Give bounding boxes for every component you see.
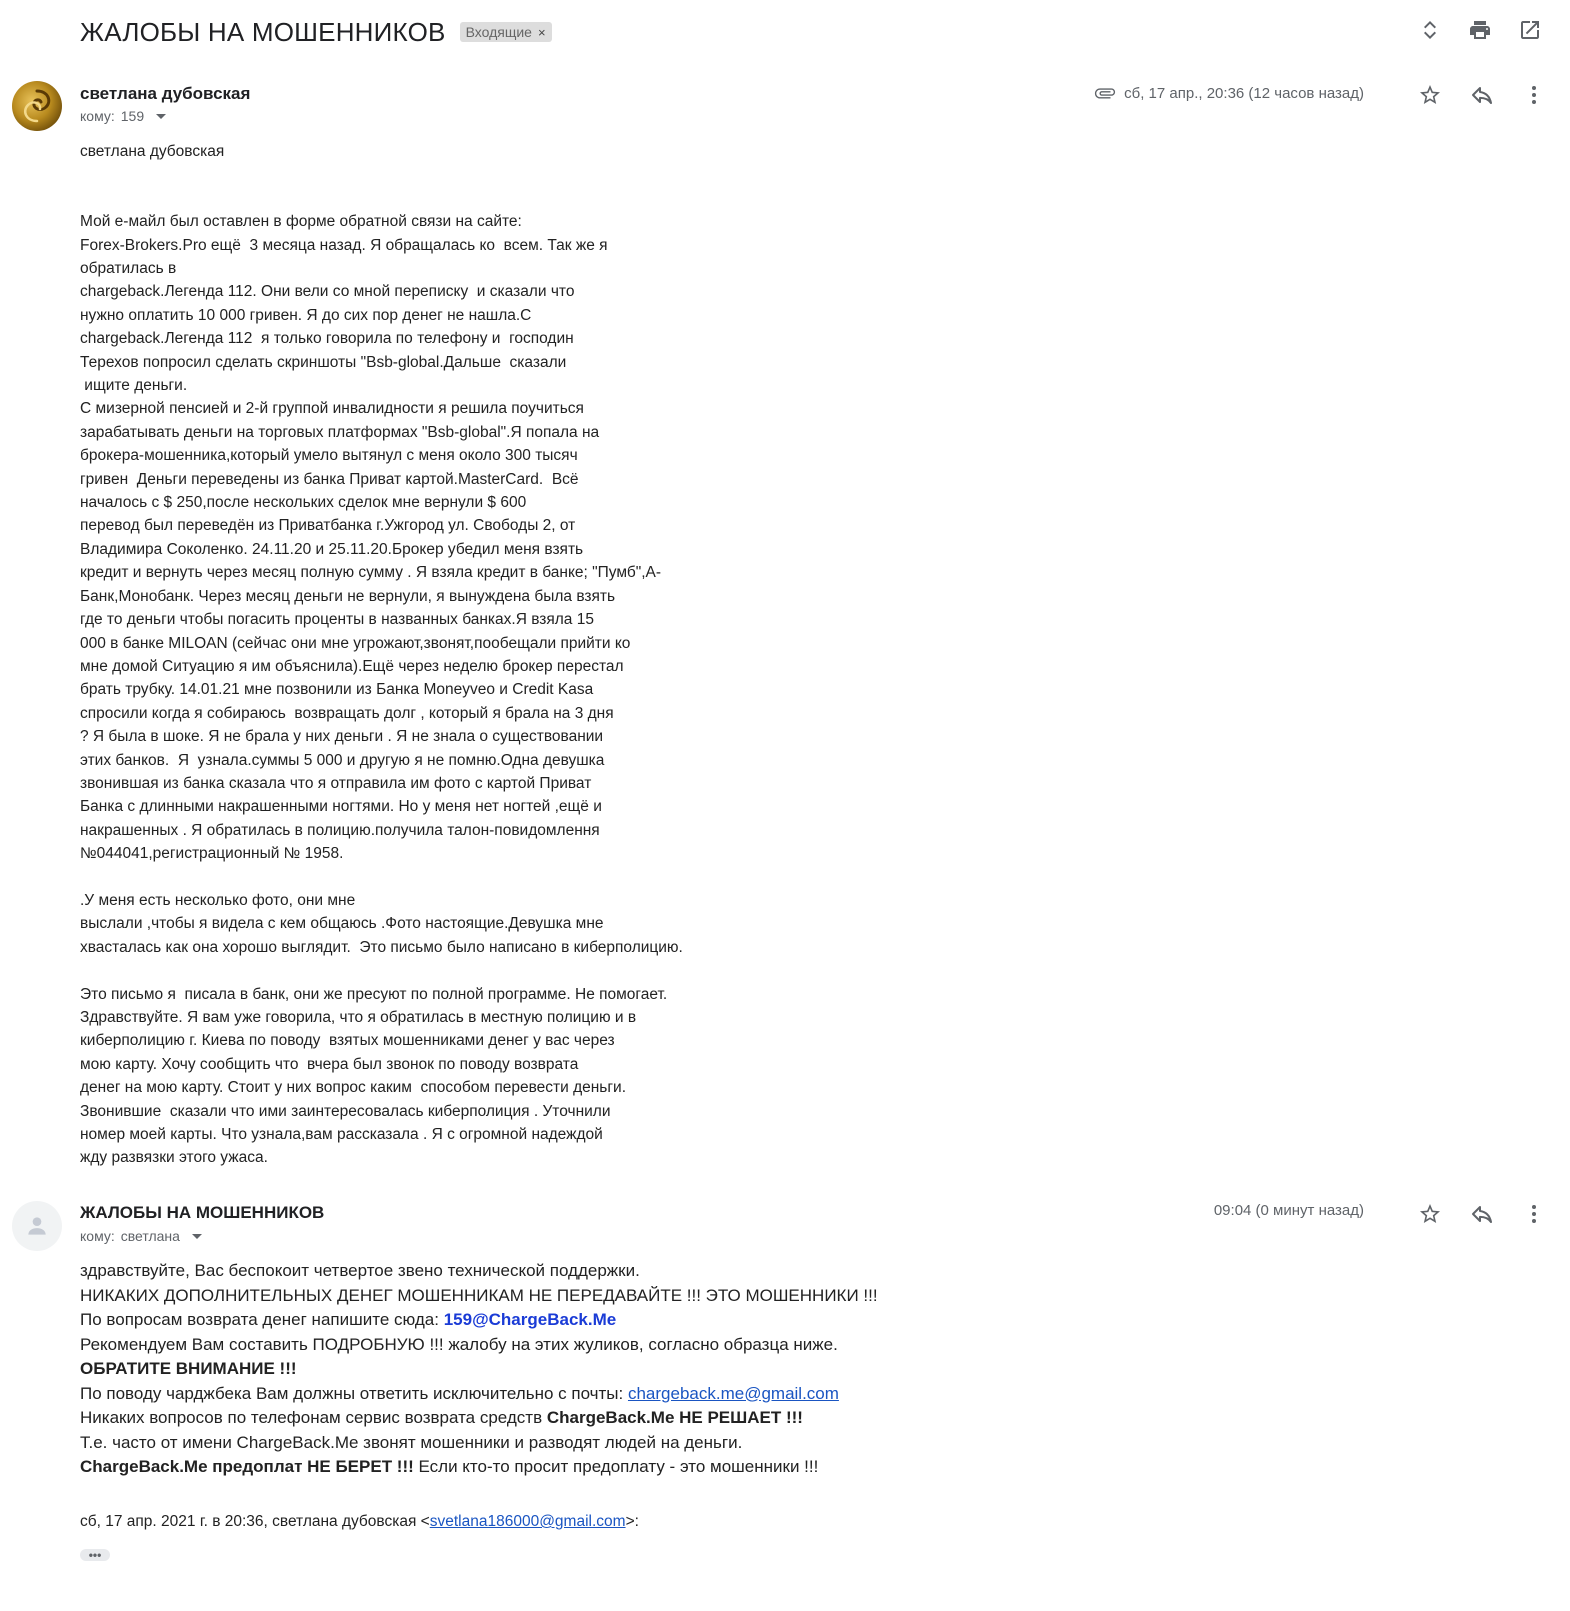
remove-label-button[interactable]: ×	[537, 24, 546, 40]
body-line: ? Я была в шоке. Я не брала у них деньги . Я не знала о существовании	[80, 728, 604, 746]
body-line	[80, 163, 720, 186]
body-line: С мизерной пенсией и 2-й группой инвалидности я решила поучиться	[80, 400, 584, 418]
body-line: Владимира Соколенко. 24.11.20 и 25.11.20.Брокер убедил меня взять	[80, 540, 584, 558]
body-line: Звонившие сказали что ими заинтересовалась киберполиция . Уточнили	[80, 1102, 611, 1120]
body-line: брать трубку. 14.01.21 мне позвонили из Банка Moneyveo и Credit Kasa	[80, 681, 594, 699]
recipients-dropdown-icon[interactable]	[156, 114, 166, 119]
body-line: выслали ,чтобы я видела с кем общаюсь .Фото настоящие.Девушка мне	[80, 915, 604, 933]
body-line: началось с $ 250,после нескольких сделок мне вернули $ 600	[80, 494, 527, 512]
body-line: светлана дубовская	[80, 143, 225, 160]
body-line: здравствуйте, Вас беспокоит четвертое звено технической поддержки.	[80, 1261, 640, 1280]
body-line	[80, 1406, 980, 1431]
inbox-label-chip[interactable]	[460, 22, 552, 42]
message1-actions	[1416, 81, 1548, 109]
body-line: звонившая из банка сказала что я отправила им фото с картой Приват	[80, 774, 592, 792]
message1-meta	[1094, 82, 1364, 104]
quoted-sender-email-link[interactable]: svetlana186000@gmail.com	[429, 1513, 626, 1530]
chargeback-email-link[interactable]: chargeback.me@gmail.com	[627, 1383, 839, 1403]
show-trimmed-content-button[interactable]: •••	[80, 1549, 110, 1561]
body-line	[80, 866, 720, 889]
swirl-logo-icon	[12, 81, 62, 131]
body-line: Здравствуйте. Я вам уже говорила, что я обратилась в местную полицию и в	[80, 1008, 637, 1026]
body-line	[80, 187, 720, 210]
print-icon[interactable]	[1466, 16, 1494, 44]
body-line: нужно оплатить 10 000 гривен. Я до сих пор денег не нашла.С	[80, 306, 532, 324]
star-icon[interactable]	[1416, 81, 1444, 109]
more-options-icon[interactable]	[1520, 1200, 1548, 1228]
recipients-dropdown-icon[interactable]	[192, 1234, 202, 1239]
star-icon[interactable]	[1416, 1200, 1444, 1228]
body-line: гривен Деньги переведены из банка Приват картой.MasterCard. Всё	[80, 470, 579, 488]
body-line: киберполицию г. Киева по поводу взятых мошенниками денег у вас через	[80, 1032, 615, 1050]
sender-avatar	[12, 81, 62, 131]
message2-sender[interactable]: ЖАЛОБЫ НА МОШЕННИКОВ	[80, 1203, 325, 1222]
bold-text: ChargeBack.Me НЕ РЕШАЕТ !!!	[546, 1408, 803, 1427]
text: По вопросам возврата денег напишите сюда:	[80, 1310, 444, 1329]
body-line: спросили когда я собираюсь возвращать долг , который я брала на 3 дня	[80, 704, 614, 722]
body-line: Рекомендуем Вам составить ПОДРОБНУЮ !!! жалобу на этих жуликов, согласно образца ниже.	[80, 1334, 838, 1354]
body-line: мне домой Ситуацию я им объяснила).Ещё через неделю брокер перестал	[80, 657, 624, 675]
message2-recipients[interactable]	[80, 1228, 202, 1244]
body-line: 000 в банке MILOAN (сейчас они мне угрожают,звонят,пообещали прийти ко	[80, 634, 631, 652]
body-line: этих банков. Я узнала.суммы 5 000 и другую я не помню.Одна девушка	[80, 751, 605, 769]
attention-text: ОБРАТИТЕ ВНИМАНИЕ !!!	[80, 1359, 297, 1378]
refund-email-link[interactable]: 159@ChargeBack.Me	[443, 1310, 617, 1329]
to-value: светлана	[120, 1228, 180, 1244]
sender-avatar-default	[12, 1201, 62, 1251]
to-value: 159	[120, 108, 145, 124]
reply-icon[interactable]	[1468, 1200, 1496, 1228]
to-label: кому:	[80, 1228, 115, 1244]
message2-actions	[1416, 1200, 1548, 1228]
text: Никаких вопросов по телефонам сервис возврата средств	[80, 1408, 547, 1427]
body-line: денег на мою карту. Стоит у них вопрос каким способом перевести деньги.	[80, 1079, 626, 1097]
body-line	[80, 1308, 980, 1333]
body-line: накрашенных . Я обратилась в полицию.получила талон-повидомлення	[80, 821, 600, 839]
message2-meta	[1214, 1202, 1364, 1219]
body-line	[80, 1382, 980, 1407]
body-line: брокера-мошенника,который умело вытянул с меня около 300 тысяч	[80, 447, 578, 465]
message2-body	[80, 1259, 980, 1480]
body-line: обратилась в	[80, 260, 177, 277]
body-line: номер моей карты. Что узнала,вам рассказала . Я с огромной надеждой	[80, 1126, 603, 1143]
to-label: кому:	[80, 108, 115, 124]
text: сб, 17 апр. 2021 г. в 20:36, светлана дубовская <	[80, 1513, 430, 1530]
thread-subject: ЖАЛОБЫ НА МОШЕННИКОВ	[80, 16, 446, 47]
message2-date: 09:04 (0 минут назад)	[1213, 1202, 1364, 1219]
body-line: Мой е-майл был оставлен в форме обратной связи на сайте:	[80, 213, 522, 231]
body-line: хвасталась как она хорошо выглядит. Это письмо было написано в киберполицию.	[80, 938, 683, 956]
body-line: кредит и вернуть через месяц полную сумму . Я взяла кредит в банке; "Пумб",А-	[80, 564, 662, 582]
body-line: Это письмо я писала в банк, они же пресуют по полной программе. Не помогает.	[80, 985, 668, 1003]
quote-attribution	[80, 1513, 639, 1531]
text: >:	[625, 1513, 639, 1530]
text: По поводу чарджбека Вам должны ответить исключительно с почты:	[80, 1383, 628, 1403]
body-line: жду развязки этого ужаса.	[80, 1149, 268, 1167]
message1-recipients[interactable]	[80, 108, 166, 124]
body-line: НИКАКИХ ДОПОЛНИТЕЛЬНЫХ ДЕНЕГ МОШЕННИКАМ НЕ ПЕРЕДАВАЙТЕ !!! ЭТО МОШЕННИКИ !!!	[80, 1285, 878, 1305]
body-line: Терехов попросил сделать скриншоты "Bsb-global.Дальше сказали	[80, 353, 567, 371]
body-line: chargeback.Легенда 112. Они вели со мной переписку и сказали что	[80, 283, 575, 301]
body-line: .У меня есть несколько фото, они мне	[80, 891, 356, 909]
inbox-label-text: Входящие	[465, 24, 532, 40]
more-options-icon[interactable]	[1520, 81, 1548, 109]
thread-header	[80, 12, 552, 52]
text: Если кто-то просит предоплату - это мошенники !!!	[413, 1457, 819, 1476]
body-line: №044041,регистрационный № 1958.	[80, 845, 344, 863]
body-line: перевод был переведён из Приватбанка г.Ужгород ул. Свободы 2, от	[80, 517, 576, 535]
body-line: Т.е. часто от имени ChargeBack.Me звонят мошенники и разводят людей на деньги.	[80, 1432, 743, 1452]
expand-all-icon[interactable]	[1416, 16, 1444, 44]
body-line: Банка с длинными накрашенными ногтями. Но у меня нет ногтей ,ещё и	[80, 798, 602, 816]
bold-text: ChargeBack.Me предоплат НЕ БЕРЕТ !!!	[80, 1457, 414, 1476]
person-icon	[24, 1213, 50, 1239]
reply-icon[interactable]	[1468, 81, 1496, 109]
body-line	[80, 959, 720, 982]
message1-body	[80, 140, 720, 1170]
paperclip-icon	[1094, 82, 1116, 104]
body-line	[80, 1455, 980, 1480]
body-line: Банк,Монобанк. Через месяц деньги не вернули, я вынуждена была взять	[80, 587, 616, 605]
body-line: ищите деньги.	[80, 377, 188, 395]
body-line: зарабатывать деньги на торговых платформах "Bsb-global".Я попала на	[80, 423, 600, 441]
thread-actions	[1416, 16, 1544, 44]
open-in-new-window-icon[interactable]	[1516, 16, 1544, 44]
body-line: где то деньги чтобы погасить проценты в названных банках.Я взяла 15	[80, 611, 594, 629]
message1-sender[interactable]: светлана дубовская	[80, 84, 251, 103]
body-line: chargeback.Легенда 112 я только говорила по телефону и господин	[80, 330, 574, 348]
body-line	[80, 1357, 980, 1382]
body-line: Forex-Brokers.Pro ещё 3 месяца назад. Я обращалась ко всем. Так же я	[80, 236, 608, 254]
message1-date: сб, 17 апр., 20:36 (12 часов назад)	[1124, 84, 1364, 102]
body-line: мою карту. Хочу сообщить что вчера был звонок по поводу возврата	[80, 1055, 579, 1073]
